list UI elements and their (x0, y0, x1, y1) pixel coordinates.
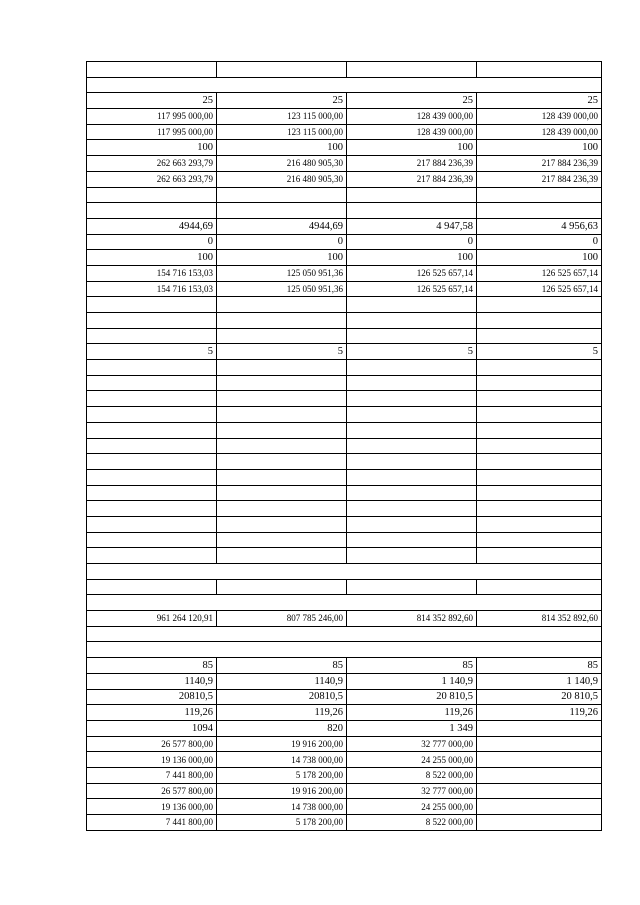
table-cell (87, 407, 217, 423)
table-cell (347, 187, 477, 203)
table-row (87, 250, 602, 266)
table-cell: 5 (217, 344, 347, 360)
table-cell: 4944,69 (87, 218, 217, 234)
table-cell: 5 178 200,00 (217, 815, 347, 831)
table-cell (347, 297, 477, 313)
table-cell: 8 522 000,00 (347, 767, 477, 783)
table-cell (477, 328, 602, 344)
table-cell: 8 522 000,00 (347, 815, 477, 831)
table-cell: 154 716 153,03 (87, 265, 217, 281)
table-row (87, 297, 602, 313)
table-cell (477, 454, 602, 470)
table-cell (477, 360, 602, 376)
table-cell: 100 (477, 140, 602, 156)
table-cell (217, 391, 347, 407)
table-cell (217, 532, 347, 548)
table-cell (87, 532, 217, 548)
table-cell: 24 255 000,00 (347, 799, 477, 815)
table-cell (347, 313, 477, 329)
table-cell (217, 438, 347, 454)
table-cell: 20 810,5 (477, 689, 602, 705)
table-row (87, 595, 602, 611)
table-row (87, 799, 602, 815)
table-cell: 85 (347, 658, 477, 674)
table-cell (217, 485, 347, 501)
table-cell (477, 313, 602, 329)
table-row (87, 454, 602, 470)
table-cell: 0 (87, 234, 217, 250)
table-cell: 14 738 000,00 (217, 752, 347, 768)
table-cell: 217 884 236,39 (347, 156, 477, 172)
table-row (87, 313, 602, 329)
table-cell: 217 884 236,39 (477, 171, 602, 187)
table-cell: 24 255 000,00 (347, 752, 477, 768)
table-cell (87, 516, 217, 532)
table-cell (87, 297, 217, 313)
table-cell: 216 480 905,30 (217, 171, 347, 187)
table-row (87, 156, 602, 172)
table-row (87, 375, 602, 391)
table-cell (347, 501, 477, 517)
table-cell: 4944,69 (217, 218, 347, 234)
table-row (87, 752, 602, 768)
data-table-body (87, 62, 602, 831)
table-cell: 0 (217, 234, 347, 250)
table-row (87, 234, 602, 250)
table-cell (217, 203, 347, 219)
table-cell (87, 422, 217, 438)
table-cell (217, 422, 347, 438)
table-cell: 26 577 800,00 (87, 736, 217, 752)
table-cell (87, 187, 217, 203)
table-cell: 262 663 293,79 (87, 171, 217, 187)
table-cell: 4 947,58 (347, 218, 477, 234)
table-cell: 1094 (87, 720, 217, 736)
table-cell (87, 548, 217, 564)
table-cell: 32 777 000,00 (347, 783, 477, 799)
table-row (87, 485, 602, 501)
table-row (87, 516, 602, 532)
table-cell: 126 525 657,14 (477, 281, 602, 297)
table-cell (477, 469, 602, 485)
table-cell: 820 (217, 720, 347, 736)
table-cell (477, 438, 602, 454)
table-cell (217, 579, 347, 595)
table-cell (217, 313, 347, 329)
table-cell: 25 (217, 93, 347, 109)
table-cell: 1140,9 (87, 673, 217, 689)
table-cell (347, 485, 477, 501)
table-cell (477, 736, 602, 752)
table-cell: 117 995 000,00 (87, 124, 217, 140)
table-cell: 125 050 951,36 (217, 281, 347, 297)
table-row (87, 77, 602, 93)
table-cell: 0 (477, 234, 602, 250)
table-cell: 217 884 236,39 (477, 156, 602, 172)
table-row (87, 140, 602, 156)
table-cell: 7 441 800,00 (87, 815, 217, 831)
table-cell (217, 407, 347, 423)
table-cell: 262 663 293,79 (87, 156, 217, 172)
table-cell: 19 916 200,00 (217, 783, 347, 799)
table-cell (217, 548, 347, 564)
table-cell: 19 136 000,00 (87, 799, 217, 815)
table-row (87, 265, 602, 281)
table-row (87, 62, 602, 78)
table-cell: 25 (87, 93, 217, 109)
table-cell: 100 (87, 140, 217, 156)
table-cell: 0 (347, 234, 477, 250)
table-cell: 100 (347, 140, 477, 156)
table-cell (217, 187, 347, 203)
table-cell (477, 720, 602, 736)
table-cell: 119,26 (347, 705, 477, 721)
table-cell: 128 439 000,00 (477, 124, 602, 140)
table-row (87, 564, 602, 580)
table-cell: 154 716 153,03 (87, 281, 217, 297)
table-row (87, 360, 602, 376)
table-cell (477, 187, 602, 203)
table-cell: 85 (87, 658, 217, 674)
table-row (87, 203, 602, 219)
table-cell: 814 352 892,60 (347, 611, 477, 627)
table-cell: 119,26 (87, 705, 217, 721)
table-cell (87, 485, 217, 501)
table-row (87, 658, 602, 674)
table-cell (217, 454, 347, 470)
table-row (87, 422, 602, 438)
table-row (87, 407, 602, 423)
table-cell (347, 328, 477, 344)
table-row (87, 689, 602, 705)
table-cell (347, 422, 477, 438)
table-row (87, 93, 602, 109)
table-cell (87, 595, 602, 611)
table-cell (87, 454, 217, 470)
table-cell (347, 579, 477, 595)
table-cell (477, 752, 602, 768)
table-cell (477, 391, 602, 407)
table-cell: 128 439 000,00 (347, 109, 477, 125)
table-cell (477, 407, 602, 423)
table-row (87, 642, 602, 658)
table-cell: 20 810,5 (347, 689, 477, 705)
table-row (87, 767, 602, 783)
table-cell: 119,26 (477, 705, 602, 721)
table-cell (477, 485, 602, 501)
table-cell (477, 297, 602, 313)
table-cell: 126 525 657,14 (347, 265, 477, 281)
table-cell (347, 407, 477, 423)
table-row (87, 187, 602, 203)
table-cell: 32 777 000,00 (347, 736, 477, 752)
table-cell (347, 360, 477, 376)
table-cell: 126 525 657,14 (347, 281, 477, 297)
table-row (87, 281, 602, 297)
data-table (86, 61, 602, 831)
table-row (87, 579, 602, 595)
table-cell (217, 375, 347, 391)
table-cell: 117 995 000,00 (87, 109, 217, 125)
table-cell (87, 62, 217, 78)
table-cell: 100 (87, 250, 217, 266)
table-cell (87, 77, 602, 93)
table-cell (477, 783, 602, 799)
table-cell (347, 203, 477, 219)
table-cell: 20810,5 (87, 689, 217, 705)
table-row (87, 611, 602, 627)
table-cell: 100 (477, 250, 602, 266)
table-cell: 25 (347, 93, 477, 109)
table-row (87, 783, 602, 799)
table-cell (347, 469, 477, 485)
table-row (87, 391, 602, 407)
table-cell (217, 469, 347, 485)
table-cell: 216 480 905,30 (217, 156, 347, 172)
table-cell (347, 548, 477, 564)
table-cell (217, 360, 347, 376)
table-cell: 123 115 000,00 (217, 109, 347, 125)
table-cell (87, 642, 602, 658)
table-row (87, 548, 602, 564)
table-cell (87, 438, 217, 454)
table-cell: 20810,5 (217, 689, 347, 705)
table-row (87, 469, 602, 485)
table-cell (477, 579, 602, 595)
table-cell: 1 140,9 (477, 673, 602, 689)
table-cell (477, 767, 602, 783)
table-row (87, 344, 602, 360)
table-row (87, 438, 602, 454)
table-cell (217, 516, 347, 532)
table-cell (347, 532, 477, 548)
table-cell: 217 884 236,39 (347, 171, 477, 187)
table-cell: 19 136 000,00 (87, 752, 217, 768)
table-cell: 5 (87, 344, 217, 360)
table-cell (347, 454, 477, 470)
table-cell: 85 (477, 658, 602, 674)
table-cell (87, 626, 602, 642)
table-row (87, 815, 602, 831)
table-cell: 14 738 000,00 (217, 799, 347, 815)
table-cell: 1 140,9 (347, 673, 477, 689)
table-cell (87, 501, 217, 517)
table-cell (347, 375, 477, 391)
table-cell: 4 956,63 (477, 218, 602, 234)
table-cell (87, 313, 217, 329)
table-cell: 85 (217, 658, 347, 674)
table-cell: 5 (477, 344, 602, 360)
table-cell (477, 203, 602, 219)
table-cell: 814 352 892,60 (477, 611, 602, 627)
table-row (87, 532, 602, 548)
table-cell: 7 441 800,00 (87, 767, 217, 783)
table-cell (87, 375, 217, 391)
table-cell: 961 264 120,91 (87, 611, 217, 627)
table-cell (87, 391, 217, 407)
table-row (87, 171, 602, 187)
table-cell (347, 391, 477, 407)
table-row (87, 218, 602, 234)
table-cell (217, 501, 347, 517)
table-row (87, 109, 602, 125)
table-cell: 126 525 657,14 (477, 265, 602, 281)
table-row (87, 501, 602, 517)
table-cell: 100 (217, 250, 347, 266)
table-cell (477, 422, 602, 438)
table-cell (87, 360, 217, 376)
table-cell (87, 328, 217, 344)
table-cell (87, 469, 217, 485)
table-cell (87, 579, 217, 595)
table-cell (477, 375, 602, 391)
table-cell: 1140,9 (217, 673, 347, 689)
table-cell (477, 501, 602, 517)
table-cell (347, 62, 477, 78)
table-cell (87, 203, 217, 219)
table-cell (347, 516, 477, 532)
table-cell (477, 62, 602, 78)
table-cell (217, 297, 347, 313)
table-row (87, 705, 602, 721)
table-cell: 100 (217, 140, 347, 156)
table-row (87, 124, 602, 140)
table-cell (347, 438, 477, 454)
table-cell (477, 548, 602, 564)
table-row (87, 626, 602, 642)
table-cell (477, 815, 602, 831)
table-cell: 807 785 246,00 (217, 611, 347, 627)
table-cell: 25 (477, 93, 602, 109)
table-cell (217, 62, 347, 78)
table-cell (87, 564, 602, 580)
table-row (87, 720, 602, 736)
table-cell: 125 050 951,36 (217, 265, 347, 281)
table-cell: 1 349 (347, 720, 477, 736)
table-cell: 5 (347, 344, 477, 360)
table-cell: 128 439 000,00 (347, 124, 477, 140)
table-cell: 128 439 000,00 (477, 109, 602, 125)
table-cell (477, 532, 602, 548)
table-cell: 123 115 000,00 (217, 124, 347, 140)
table-cell (477, 516, 602, 532)
table-cell: 5 178 200,00 (217, 767, 347, 783)
table-row (87, 328, 602, 344)
table-cell: 100 (347, 250, 477, 266)
table-cell (217, 328, 347, 344)
table-cell: 119,26 (217, 705, 347, 721)
table-cell (477, 799, 602, 815)
table-row (87, 736, 602, 752)
table-cell: 19 916 200,00 (217, 736, 347, 752)
table-row (87, 673, 602, 689)
table-cell: 26 577 800,00 (87, 783, 217, 799)
